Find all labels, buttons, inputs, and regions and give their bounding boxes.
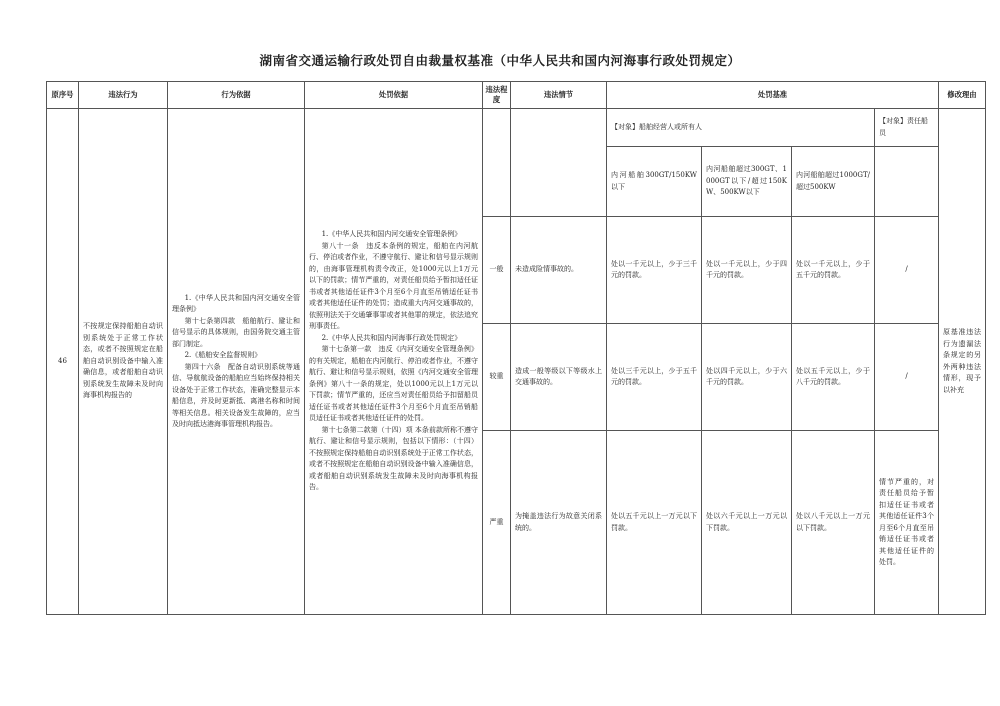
basis-line: 第十七条第四款 船舶航行、避让和信号显示的具体规则，由国务院交通主管部门制定。 [172,316,300,348]
penalty-basis-line: 第八十一条 违反本条例的规定，船舶在内河航行、停泊或者作业，不遵守航行、避让和信号显示规则的，由海事管理机构责令改正，处1000元以上1万元以下的罚款；情节严重的，对责任船员给予暂扣适任证书或者其他适任证件3个月至6个月直至吊销适任证书或者其他适任证件的处罚；造成重大内河交通事故的，依照刑法关于交通肇事罪或者其他罪的规定，依法追究刑事责任。 [309,241,478,331]
penalty-general-large: 处以一千元以上，少于五千元的罚款。 [792,217,875,324]
degree-serious: 较重 [483,324,511,431]
header-reason: 修改理由 [939,82,986,109]
header-degree: 违法程度 [483,82,511,109]
degree-blank-cell [483,109,511,217]
header-seq: 原序号 [47,82,79,109]
crew-penalty-severe: 情节严重的，对责任船员给予暂扣适任证书或者其他适任证件3个月至6个月直至吊销适任证书或者其他适任证件的处罚。 [875,431,939,615]
degree-general: 一般 [483,217,511,324]
penalty-basis-line: 第十七条第一款 违反《内河交通安全管理条例》的有关规定，船舶在内河航行、停泊或者作业，不遵守航行、避让和信号显示规则，依照《内河交通安全管理条例》第八十一条的规定，处以1000元以上1万元以下罚款；情节严重的，还应当对责任船员给予扣留船员适任证书或者其他适任证件3个月至6个月直至吊销船员适任证书或者其他适任证件的处罚。 [309,345,478,423]
crew-penalty-general: / [875,217,939,324]
circumstance-severe: 为掩盖违法行为故意关闭系统的。 [511,431,607,615]
header-violation: 违法行为 [79,82,168,109]
header-penalty-basis: 处罚依据 [305,82,483,109]
penalty-severe-large: 处以八千元以上一万元以下罚款。 [792,431,875,615]
penalty-basis-cell [305,109,483,615]
penalty-basis-line: 1.《中华人民共和国内河交通安全管理条例》 [321,230,462,239]
penalty-severe-medium: 处以六千元以上一万元以下罚款。 [702,431,792,615]
penalty-general-small: 处以一千元以上，少于三千元的罚款。 [607,217,702,324]
penalty-severe-small: 处以五千元以上一万元以下罚款。 [607,431,702,615]
seq-cell: 46 [47,109,79,615]
header-benchmark: 处罚基准 [607,82,939,109]
basis-line: 1.《中华人民共和国内河交通安全管理条例》 [172,293,300,313]
basis-line: 第四十六条 配备自动识别系统等通信、导航航设备的船舶应当始终保持相关设备处于正常工作状态，准确完整显示本船信息，并及时更新抵、离港名称和时间等相关信息。相关设备发生故障的，应当及时向抵达港海事管理机构报告。 [172,362,300,428]
degree-severe: 严重 [483,431,511,615]
penalty-serious-large: 处以五千元以上，少于八千元的罚款。 [792,324,875,431]
header-basis: 行为依据 [168,82,305,109]
penalty-general-medium: 处以一千元以上，少于四千元的罚款。 [702,217,792,324]
vessel-class-small: 内河船舶300GT/150KW以下 [607,147,702,217]
header-row [47,82,986,109]
vessel-class-large: 内河船舶超过1000GT/超过500KW [792,147,875,217]
violation-cell: 不按规定保持船舶自动识别系统处于正常工作状态，或者不按照规定在船舶自动识别设备中输入准确信息，或者船舶自动识别系统发生故障未及时向海事机构报告的 [79,109,168,615]
object-crew-cell: 【对象】责任船员 [875,109,939,147]
reason-cell: 原基准违法行为遗漏法条规定的另外两种违法情形，现予以补充 [939,109,986,615]
circumstance-general: 未造成险情事故的。 [511,217,607,324]
basis-cell [168,109,305,615]
vessel-class-medium: 内河船舶超过300GT、1000GT以下/超过150KW、500KW以下 [702,147,792,217]
object-row [47,109,986,147]
circumstance-blank-cell [511,109,607,217]
crew-penalty-serious: / [875,324,939,431]
penalty-serious-medium: 处以四千元以上，少于六千元的罚款。 [702,324,792,431]
header-circumstance: 违法情节 [511,82,607,109]
object-owner-cell: 【对象】船舶经营人或所有人 [607,109,875,147]
crew-blank-cell [875,147,939,217]
document-title: 湖南省交通运输行政处罚自由裁量权基准（中华人民共和国内河海事行政处罚规定） [259,53,741,68]
penalty-basis-line: 第十七条第二款第（十四）项 本条前款所称不遵守航行、避让和信号显示规则，包括以下情形：（十四）不按照规定保持船舶自动识别系统处于正常工作状态，或者不按照规定在船舶自动识别设备中输入准确信息，或者船舶自动识别系统发生故障未及时向海事机构报告。 [309,425,478,492]
circumstance-serious: 造成一般等级以下等级水上交通事故的。 [511,324,607,431]
penalty-basis-line: 2.《中华人民共和国内河海事行政处罚规定》 [321,333,462,342]
penalty-serious-small: 处以三千元以上，少于五千元的罚款。 [607,324,702,431]
penalty-benchmark-table [46,81,986,615]
basis-line: 2.《船舶安全监督规则》 [184,351,262,359]
